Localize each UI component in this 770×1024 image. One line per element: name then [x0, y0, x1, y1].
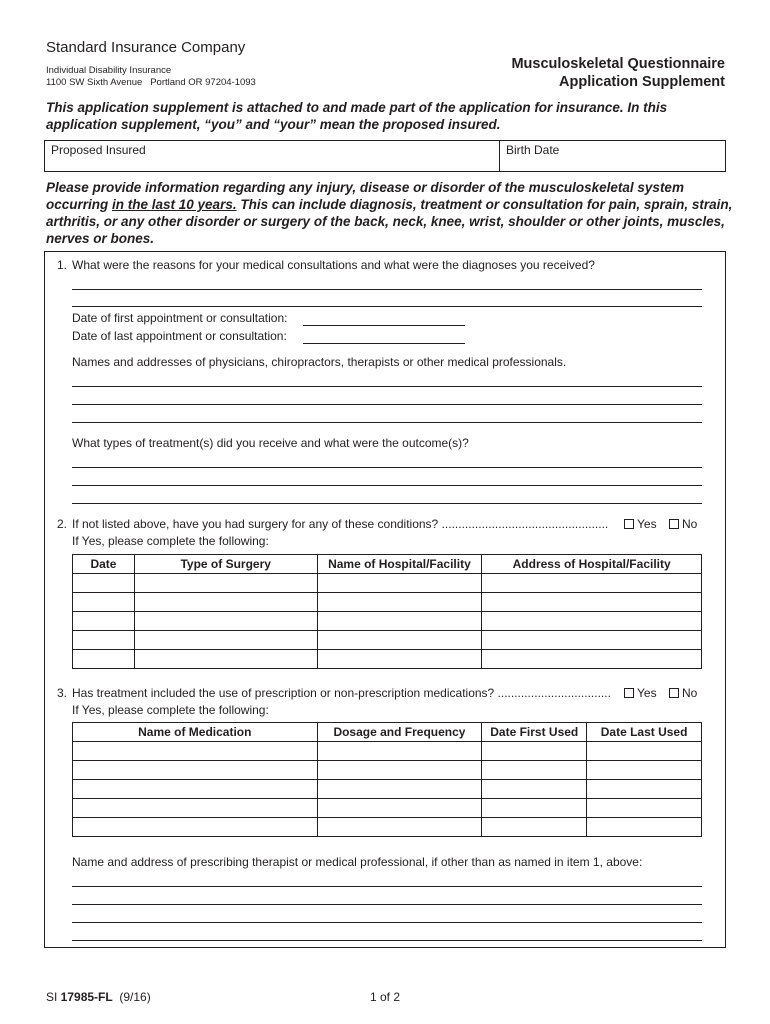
last-date-label: Date of last appointment or consultation:	[72, 329, 287, 343]
instructions-after: This can include diagnosis, treatment or consultation for pain, sprain, strain, arthritis, or any other disorder or surgery of the back, neck, knee, wrist, shoulder or other joints, muscles, nerves or bones.	[46, 197, 733, 246]
q2-yes-checkbox[interactable]	[624, 519, 634, 529]
table-row	[73, 799, 702, 818]
table-cell[interactable]	[134, 650, 317, 669]
table-row	[73, 818, 702, 837]
table-cell[interactable]	[317, 612, 482, 631]
table-row	[73, 650, 702, 669]
intro-text: This application supplement is attached to and made part of the application for insurance. In this application supplement, “you” and “your” mean the proposed insured.	[46, 100, 668, 132]
table-cell[interactable]	[73, 574, 135, 593]
instructions-text	[46, 179, 736, 247]
table-row	[73, 631, 702, 650]
q1-answer-line-2[interactable]	[72, 306, 702, 307]
form-code-number: 17985-FL	[60, 990, 113, 1004]
q2-yes-label: Yes	[637, 517, 657, 531]
surgery-col-address: Address of Hospital/Facility	[482, 555, 702, 574]
prescriber-label: Name and address of prescribing therapist or medical professional, if other than as named in item 1, above:	[72, 855, 643, 869]
table-cell[interactable]	[482, 742, 587, 761]
division-name: Individual Disability Insurance	[46, 65, 172, 76]
q2-number: 2.	[57, 517, 68, 531]
page-number: 1 of 2	[370, 990, 401, 1004]
table-cell[interactable]	[482, 799, 587, 818]
surgery-col-type: Type of Surgery	[134, 555, 317, 574]
table-cell[interactable]	[73, 650, 135, 669]
prescriber-line-3[interactable]	[72, 922, 702, 923]
table-cell[interactable]	[317, 761, 482, 780]
q3-followup: If Yes, please complete the following:	[72, 703, 269, 717]
q1-question: What were the reasons for your medical consultations and what were the diagnoses you received?	[72, 258, 595, 272]
treatment-label: What types of treatment(s) did you receive and what were the outcome(s)?	[72, 436, 469, 450]
q2-question: If not listed above, have you had surgery for any of these conditions? ..................................................	[72, 517, 609, 531]
med-col-dosage: Dosage and Frequency	[317, 723, 482, 742]
table-cell[interactable]	[73, 631, 135, 650]
table-cell[interactable]	[482, 631, 702, 650]
company-name: Standard Insurance Company	[46, 39, 246, 56]
table-cell[interactable]	[73, 593, 135, 612]
med-col-name: Name of Medication	[73, 723, 318, 742]
table-cell[interactable]	[587, 799, 702, 818]
form-title-line1: Musculoskeletal Questionnaire	[511, 56, 725, 72]
table-cell[interactable]	[482, 593, 702, 612]
q3-no-checkbox[interactable]	[669, 688, 679, 698]
q3-yes-label: Yes	[637, 686, 657, 700]
table-cell[interactable]	[317, 631, 482, 650]
q3-question: Has treatment included the use of prescription or non-prescription medications? ..................................	[72, 686, 611, 700]
physicians-label: Names and addresses of physicians, chiropractors, therapists or other medical professionals.	[72, 355, 567, 369]
q3-yes-checkbox[interactable]	[624, 688, 634, 698]
table-cell[interactable]	[317, 650, 482, 669]
table-cell[interactable]	[73, 799, 318, 818]
table-cell[interactable]	[73, 780, 318, 799]
company-address-block	[46, 65, 256, 89]
table-cell[interactable]	[587, 742, 702, 761]
last-date-field[interactable]	[303, 343, 465, 344]
q2-yes-option[interactable]	[620, 517, 657, 531]
q1-number: 1.	[57, 258, 68, 272]
table-cell[interactable]	[482, 574, 702, 593]
table-row	[73, 612, 702, 631]
instructions-before: Please provide information regarding any injury, disease or disorder of the musculoskeletal system occurring	[46, 180, 684, 212]
table-cell[interactable]	[482, 818, 587, 837]
company-address: 1100 SW Sixth Avenue Portland OR 97204-1093	[46, 77, 256, 88]
proposed-insured-label: Proposed Insured	[51, 143, 146, 157]
table-cell[interactable]	[317, 593, 482, 612]
q2-no-option[interactable]	[665, 517, 697, 531]
table-row	[73, 742, 702, 761]
q2-no-checkbox[interactable]	[669, 519, 679, 529]
table-row	[73, 780, 702, 799]
table-cell[interactable]	[587, 761, 702, 780]
table-cell[interactable]	[317, 799, 482, 818]
q3-no-option[interactable]	[665, 686, 697, 700]
q3-yes-option[interactable]	[620, 686, 657, 700]
q2-no-label: No	[682, 517, 698, 531]
table-row	[73, 761, 702, 780]
instructions-underlined: in the last 10 years.	[112, 197, 237, 212]
form-code-date: (9/16)	[112, 990, 151, 1004]
table-cell[interactable]	[482, 780, 587, 799]
table-cell[interactable]	[482, 612, 702, 631]
proposed-insured-field[interactable]	[45, 141, 500, 171]
med-col-first-used: Date First Used	[482, 723, 587, 742]
table-cell[interactable]	[482, 761, 587, 780]
treatment-line-3[interactable]	[72, 503, 702, 504]
table-cell[interactable]	[134, 593, 317, 612]
medication-table	[72, 722, 702, 837]
table-cell[interactable]	[587, 780, 702, 799]
table-cell[interactable]	[317, 780, 482, 799]
table-cell[interactable]	[73, 742, 318, 761]
q3-number: 3.	[57, 686, 68, 700]
table-cell[interactable]	[73, 818, 318, 837]
prescriber-line-4[interactable]	[72, 940, 702, 941]
insured-info-box	[44, 140, 726, 172]
table-cell[interactable]	[587, 818, 702, 837]
treatment-line-1[interactable]	[72, 467, 702, 468]
med-col-last-used: Date Last Used	[587, 723, 702, 742]
first-date-label: Date of first appointment or consultation:	[72, 311, 288, 325]
form-code-prefix: SI	[46, 990, 61, 1004]
table-cell[interactable]	[317, 742, 482, 761]
first-date-field[interactable]	[303, 325, 465, 326]
table-row	[73, 574, 702, 593]
form-title	[511, 55, 725, 91]
table-cell[interactable]	[134, 631, 317, 650]
prescriber-line-2[interactable]	[72, 904, 702, 905]
surgery-col-hospital: Name of Hospital/Facility	[317, 555, 482, 574]
birth-date-field[interactable]	[500, 141, 565, 171]
table-cell[interactable]	[73, 761, 318, 780]
surgery-table	[72, 554, 702, 669]
table-cell[interactable]	[134, 574, 317, 593]
table-row	[73, 593, 702, 612]
birth-date-label: Birth Date	[506, 143, 560, 157]
surgery-col-date: Date	[73, 555, 135, 574]
table-cell[interactable]	[482, 650, 702, 669]
prescriber-line-1[interactable]	[72, 886, 702, 887]
physicians-line-3[interactable]	[72, 422, 702, 423]
treatment-line-2[interactable]	[72, 485, 702, 486]
q2-followup: If Yes, please complete the following:	[72, 534, 269, 548]
table-cell[interactable]	[73, 612, 135, 631]
form-code	[46, 990, 151, 1004]
questions-box	[44, 251, 726, 948]
physicians-line-1[interactable]	[72, 386, 702, 387]
table-cell[interactable]	[317, 818, 482, 837]
q3-no-label: No	[682, 686, 698, 700]
q1-answer-line-1[interactable]	[72, 289, 702, 290]
physicians-line-2[interactable]	[72, 404, 702, 405]
table-cell[interactable]	[134, 612, 317, 631]
form-title-line2: Application Supplement	[559, 74, 725, 90]
table-cell[interactable]	[317, 574, 482, 593]
